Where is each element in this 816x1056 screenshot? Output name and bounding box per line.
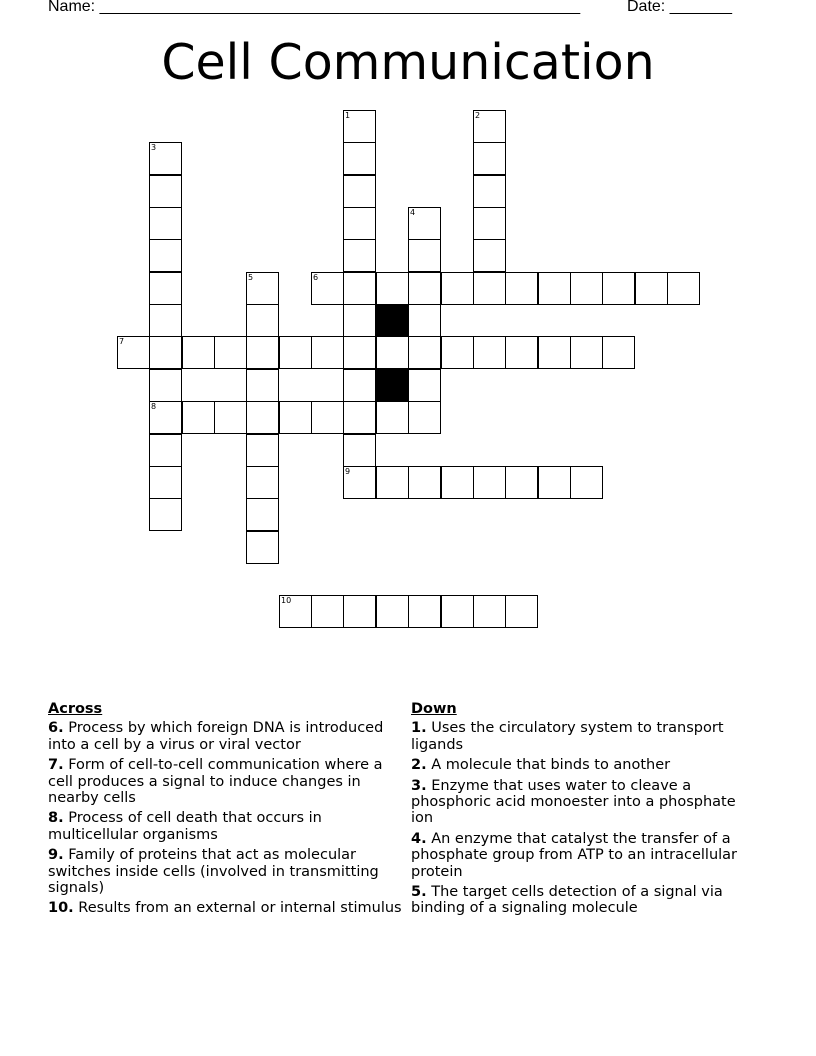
answer-square[interactable] (473, 110, 506, 143)
answer-square[interactable] (149, 401, 182, 434)
answer-square[interactable] (343, 175, 376, 208)
clue-number: 2. (411, 757, 427, 774)
answer-square[interactable] (246, 272, 279, 305)
clue-number: 1. (411, 720, 427, 737)
clue-text: An enzyme that catalyst the transfer of a phosphate group from ATP to an intracellular protein (411, 830, 738, 880)
answer-square[interactable] (473, 466, 506, 499)
clue-number-label: 6 (313, 273, 319, 282)
clue-across-6 (48, 720, 404, 753)
down-clues (411, 701, 756, 921)
answer-square[interactable] (505, 466, 538, 499)
answer-square[interactable] (408, 239, 441, 272)
answer-square[interactable] (408, 207, 441, 240)
answer-square[interactable] (117, 336, 150, 369)
answer-square[interactable] (279, 336, 312, 369)
clue-number: 3. (411, 777, 427, 794)
answer-square[interactable] (343, 595, 376, 628)
answer-square[interactable] (473, 336, 506, 369)
answer-square[interactable] (505, 272, 538, 305)
clue-number: 7. (48, 757, 64, 774)
clue-text: Enzyme that uses water to cleave a phosphoric acid monoester into a phosphate ion (411, 777, 736, 827)
answer-square[interactable] (343, 110, 376, 143)
answer-square[interactable] (635, 272, 668, 305)
answer-square[interactable] (343, 466, 376, 499)
clue-text: Uses the circulatory system to transport ligands (411, 720, 724, 753)
answer-square[interactable] (602, 272, 635, 305)
clue-number: 4. (411, 830, 427, 847)
answer-square[interactable] (343, 272, 376, 305)
answer-square[interactable] (408, 466, 441, 499)
answer-square[interactable] (343, 434, 376, 467)
clue-across-10 (48, 900, 404, 916)
answer-square[interactable] (149, 369, 182, 402)
answer-square[interactable] (246, 466, 279, 499)
clue-number: 5. (411, 884, 427, 901)
answer-square[interactable] (343, 142, 376, 175)
answer-square[interactable] (149, 207, 182, 240)
answer-square[interactable] (538, 272, 571, 305)
answer-square[interactable] (149, 434, 182, 467)
clue-down-1 (411, 720, 756, 753)
answer-square[interactable] (149, 336, 182, 369)
answer-square[interactable] (602, 336, 635, 369)
answer-square[interactable] (149, 175, 182, 208)
answer-square[interactable] (311, 336, 344, 369)
answer-square[interactable] (408, 401, 441, 434)
answer-square[interactable] (311, 272, 344, 305)
answer-square[interactable] (408, 595, 441, 628)
answer-square[interactable] (149, 466, 182, 499)
answer-square[interactable] (376, 466, 409, 499)
clue-across-7 (48, 757, 404, 806)
answer-square[interactable] (343, 369, 376, 402)
answer-square[interactable] (441, 336, 474, 369)
clue-down-5 (411, 884, 756, 917)
answer-square[interactable] (311, 595, 344, 628)
answer-square[interactable] (343, 401, 376, 434)
answer-square[interactable] (538, 466, 571, 499)
clue-number-label: 9 (345, 467, 351, 476)
name-field[interactable]: Name: ______________________________________________________ (48, 0, 581, 15)
answer-square[interactable] (376, 272, 409, 305)
clue-number: 9. (48, 847, 64, 864)
answer-square[interactable] (408, 304, 441, 337)
clue-text: Process of cell death that occurs in multicellular organisms (48, 810, 322, 843)
answer-square[interactable] (214, 401, 247, 434)
clue-across-8 (48, 810, 404, 843)
clue-text: Form of cell-to-cell communication where a cell produces a signal to induce changes in nearby cells (48, 757, 383, 807)
answer-square[interactable] (570, 336, 603, 369)
clue-number-label: 7 (119, 337, 125, 346)
answer-square[interactable] (667, 272, 700, 305)
answer-square[interactable] (149, 142, 182, 175)
clue-number-label: 10 (281, 596, 292, 605)
answer-square[interactable] (246, 304, 279, 337)
answer-square[interactable] (473, 142, 506, 175)
down-heading: Down (411, 701, 457, 717)
across-heading: Across (48, 701, 103, 717)
answer-square[interactable] (473, 272, 506, 305)
answer-square[interactable] (376, 595, 409, 628)
clue-number: 8. (48, 810, 64, 827)
answer-square[interactable] (343, 304, 376, 337)
answer-square[interactable] (570, 466, 603, 499)
clue-number-label: 5 (248, 273, 254, 282)
clue-number-label: 1 (345, 111, 351, 120)
clue-text: A molecule that binds to another (431, 757, 671, 774)
answer-square[interactable] (441, 466, 474, 499)
answer-square[interactable] (473, 207, 506, 240)
clue-across-9 (48, 847, 404, 896)
answer-square[interactable] (538, 336, 571, 369)
answer-square[interactable] (149, 498, 182, 531)
clue-number-label: 4 (410, 208, 416, 217)
answer-square[interactable] (182, 336, 215, 369)
answer-square[interactable] (279, 595, 312, 628)
answer-square[interactable] (408, 272, 441, 305)
blocked-square (376, 304, 409, 337)
answer-square[interactable] (376, 401, 409, 434)
answer-square[interactable] (311, 401, 344, 434)
clue-number: 10. (48, 900, 74, 917)
answer-square[interactable] (279, 401, 312, 434)
answer-square[interactable] (408, 369, 441, 402)
answer-square[interactable] (246, 434, 279, 467)
answer-square[interactable] (408, 336, 441, 369)
clue-number: 6. (48, 720, 64, 737)
blocked-square (376, 369, 409, 402)
answer-square[interactable] (376, 336, 409, 369)
clue-down-2 (411, 757, 756, 773)
answer-square[interactable] (149, 239, 182, 272)
clue-down-3 (411, 778, 756, 827)
answer-square[interactable] (343, 207, 376, 240)
answer-square[interactable] (570, 272, 603, 305)
clue-text: Results from an external or internal stimulus (78, 900, 402, 917)
answer-square[interactable] (343, 336, 376, 369)
page-title: Cell Communication (161, 34, 655, 91)
date-field[interactable]: Date: _______ (627, 0, 732, 15)
answer-square[interactable] (505, 595, 538, 628)
answer-square[interactable] (246, 498, 279, 531)
clue-text: The target cells detection of a signal via binding of a signaling molecule (411, 884, 723, 917)
clue-number-label: 8 (151, 402, 157, 411)
clue-text: Family of proteins that act as molecular switches inside cells (involved in transmitting signals) (48, 847, 379, 897)
answer-square[interactable] (505, 336, 538, 369)
answer-square[interactable] (149, 272, 182, 305)
answer-square[interactable] (149, 304, 182, 337)
answer-square[interactable] (473, 175, 506, 208)
answer-square[interactable] (473, 239, 506, 272)
answer-square[interactable] (246, 401, 279, 434)
across-clues (48, 701, 404, 921)
answer-square[interactable] (246, 369, 279, 402)
answer-square[interactable] (473, 595, 506, 628)
answer-square[interactable] (343, 239, 376, 272)
answer-square[interactable] (246, 336, 279, 369)
answer-square[interactable] (441, 595, 474, 628)
clue-down-4 (411, 831, 756, 880)
clue-text: Process by which foreign DNA is introduced into a cell by a virus or viral vector (48, 720, 384, 753)
answer-square[interactable] (182, 401, 215, 434)
clue-number-label: 3 (151, 143, 157, 152)
answer-square[interactable] (441, 272, 474, 305)
answer-square[interactable] (214, 336, 247, 369)
answer-square[interactable] (246, 531, 279, 564)
clue-number-label: 2 (475, 111, 481, 120)
